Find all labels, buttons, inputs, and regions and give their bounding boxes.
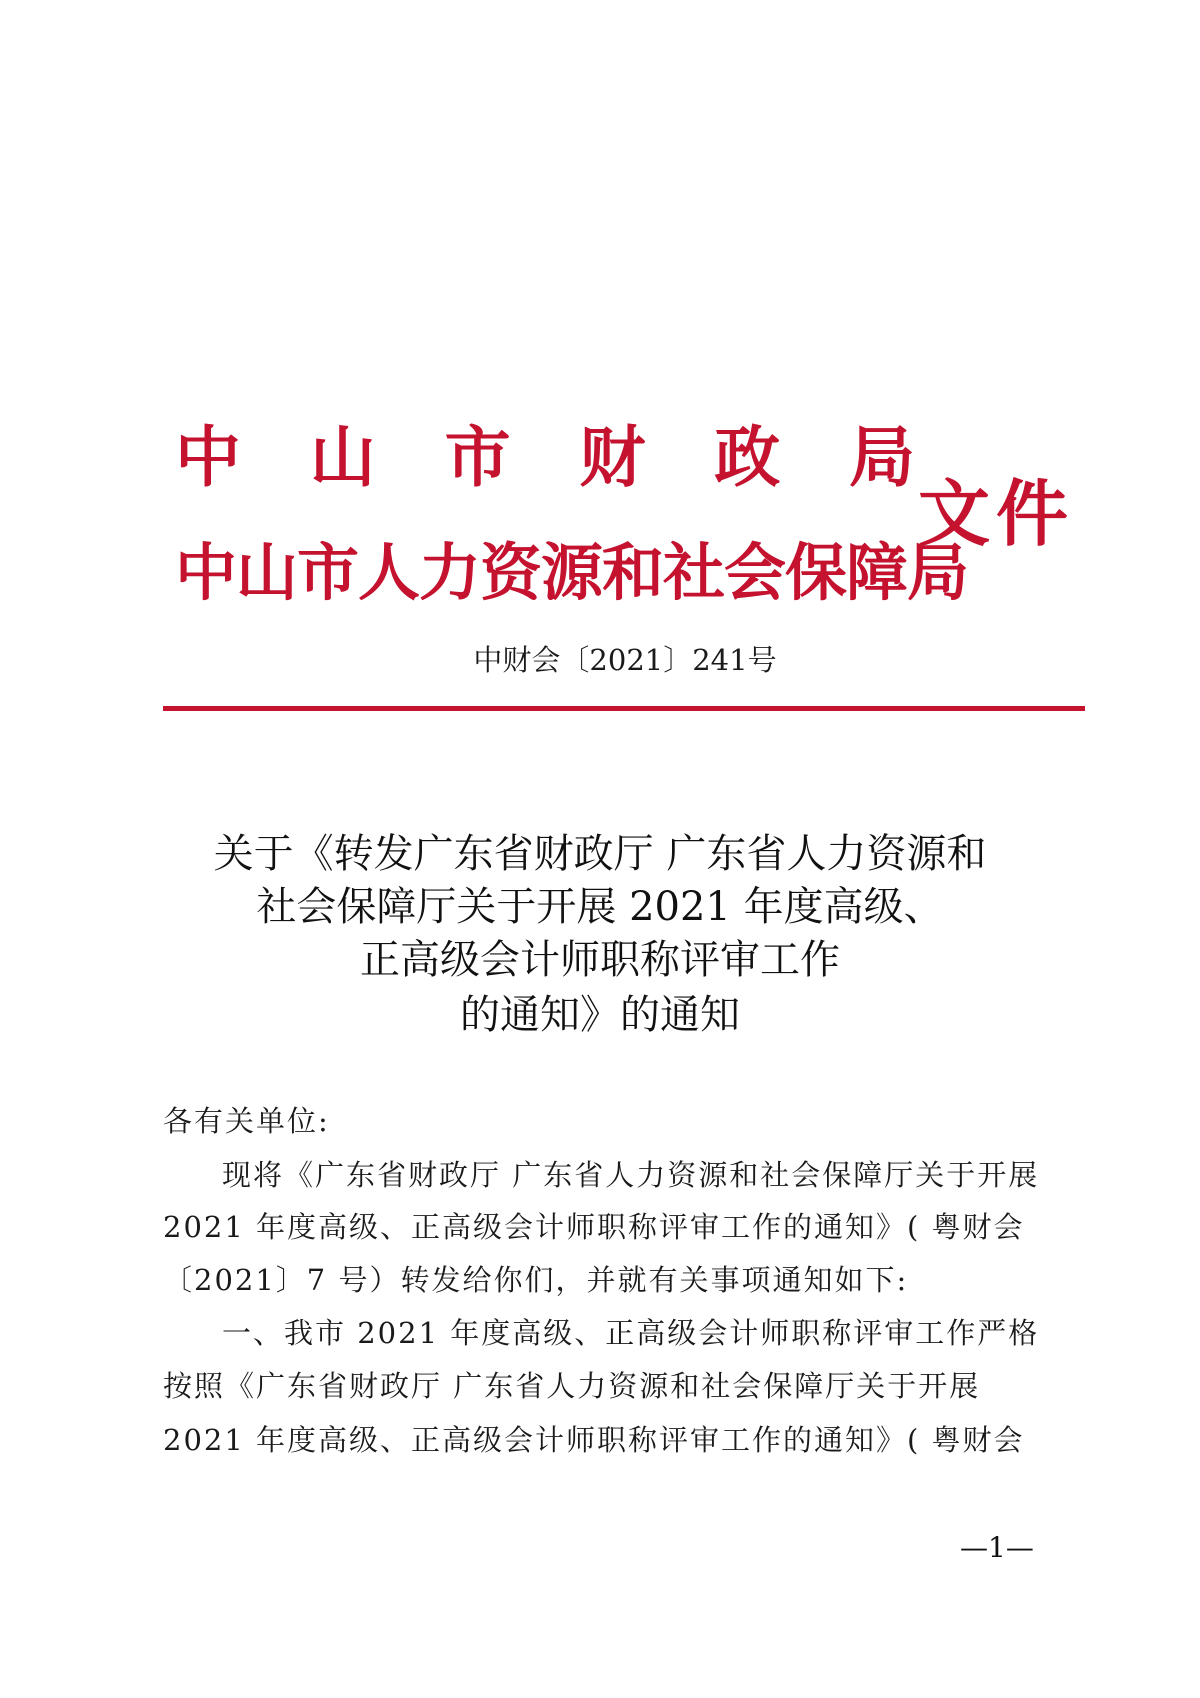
issuer-char: 山 bbox=[309, 419, 376, 496]
title-line-4: 的通知》的通知 bbox=[460, 992, 740, 1038]
title-line-2: 社会保障厅关于开展 2021 年度高级、 bbox=[256, 884, 944, 930]
body-line: 2021 年度高级、正高级会计师职称评审工作的通知》( 粤财会 bbox=[163, 1210, 1025, 1244]
body-line: 〔2021〕7 号）转发给你们，并就有关事项通知如下: bbox=[163, 1263, 909, 1297]
body-line: 按照《广东省财政厅 广东省人力资源和社会保障厅关于开展 bbox=[163, 1369, 981, 1403]
document-number: 中财会〔2021〕241号 bbox=[473, 643, 777, 677]
body-line: 一、我市 2021 年度高级、正高级会计师职称评审工作严格 bbox=[222, 1316, 1040, 1350]
title-line-3: 正高级会计师职称评审工作 bbox=[360, 937, 840, 983]
page-number: —1— bbox=[960, 1531, 1034, 1564]
issuer-char: 中 bbox=[175, 419, 241, 496]
issuer-char: 政 bbox=[714, 419, 781, 496]
red-divider-line bbox=[163, 706, 1085, 711]
body-line: 2021 年度高级、正高级会计师职称评审工作的通知》( 粤财会 bbox=[163, 1423, 1025, 1457]
issuer-line-hr-bureau: 中山市人力资源和社会保障局 bbox=[175, 536, 969, 609]
body-line: 现将《广东省财政厅 广东省人力资源和社会保障厅关于开展 bbox=[222, 1158, 1040, 1192]
issuer-char: 财 bbox=[579, 419, 646, 496]
salutation: 各有关单位: bbox=[163, 1104, 330, 1138]
issuer-char: 市 bbox=[444, 419, 511, 496]
document-type-label: 文件 bbox=[918, 472, 1075, 556]
issuer-line-finance-bureau bbox=[175, 418, 915, 498]
issuer-char: 局 bbox=[848, 419, 915, 496]
title-line-1: 关于《转发广东省财政厅 广东省人力资源和 bbox=[213, 831, 987, 877]
